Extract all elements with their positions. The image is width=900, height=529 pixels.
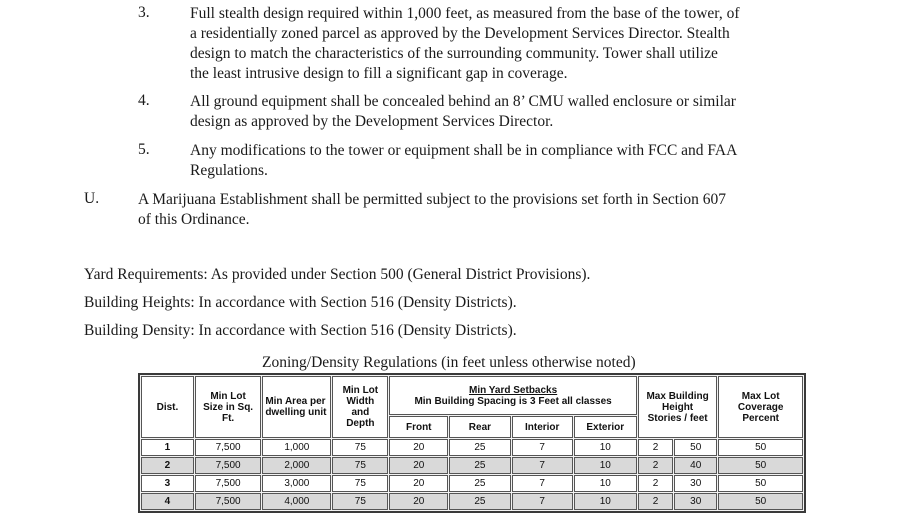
- header-line: Ft.: [221, 412, 235, 424]
- building-heights-paragraph: Building Heights: In accordance with Section 516 (Density Districts).: [84, 294, 517, 311]
- cell-rear: 25: [449, 457, 511, 474]
- header-min-area: [262, 376, 331, 438]
- cell-area: 3,000: [262, 475, 331, 492]
- cell-width: 75: [332, 493, 388, 510]
- text-line: design as approved by the Development Services Director.: [190, 113, 554, 130]
- header-line: Min Lot: [210, 390, 246, 402]
- table-row: [141, 439, 803, 456]
- header-line: Min Area per: [265, 396, 326, 407]
- text-line: of this Ordinance.: [138, 211, 250, 228]
- cell-exterior: 10: [574, 493, 637, 510]
- header-line: Depth: [346, 418, 375, 429]
- cell-interior: 7: [512, 475, 573, 492]
- cell-feet: 30: [674, 493, 717, 510]
- cell-exterior: 10: [574, 439, 637, 456]
- cell-stories: 2: [638, 493, 673, 510]
- header-line: Max Lot: [741, 390, 780, 402]
- cell-interior: 7: [512, 493, 573, 510]
- cell-lot-size: 7,500: [195, 457, 261, 474]
- header-min-lot-width: [332, 376, 388, 438]
- cell-width: 75: [332, 475, 388, 492]
- cell-area: 4,000: [262, 493, 331, 510]
- text-line: a residentially zoned parcel as approved by the Development Services Director. Stealth: [190, 25, 730, 42]
- cell-front: 20: [389, 493, 448, 510]
- header-front: Front: [389, 416, 448, 438]
- cell-interior: 7: [512, 457, 573, 474]
- cell-feet: 30: [674, 475, 717, 492]
- cell-rear: 25: [449, 439, 511, 456]
- list-item-text: [190, 141, 737, 181]
- list-number: 3.: [138, 4, 150, 21]
- cell-front: 20: [389, 475, 448, 492]
- header-line: dwelling unit: [265, 407, 327, 418]
- cell-coverage: 50: [718, 439, 803, 456]
- cell-coverage: 50: [718, 475, 803, 492]
- section-text: [138, 190, 726, 230]
- header-dist: Dist.: [141, 376, 194, 438]
- table-row: [141, 457, 803, 474]
- cell-stories: 2: [638, 457, 673, 474]
- building-density-paragraph: Building Density: In accordance with Section 516 (Density Districts).: [84, 322, 517, 339]
- cell-interior: 7: [512, 439, 573, 456]
- cell-rear: 25: [449, 475, 511, 492]
- cell-feet: 50: [674, 439, 717, 456]
- list-item-text: [190, 4, 739, 84]
- header-line: Height: [662, 401, 694, 413]
- header-line: and: [351, 407, 370, 418]
- header-min-lot-size: [195, 376, 261, 438]
- header-line: Percent: [742, 412, 780, 424]
- cell-dist: 1: [141, 439, 194, 456]
- setbacks-title: Min Yard Setbacks: [468, 384, 558, 396]
- cell-lot-size: 7,500: [195, 493, 261, 510]
- list-number: 5.: [138, 141, 150, 158]
- cell-rear: 25: [449, 493, 511, 510]
- cell-dist: 2: [141, 457, 194, 474]
- text-line: the least intrusive design to fill a significant gap in coverage.: [190, 65, 568, 82]
- cell-front: 20: [389, 457, 448, 474]
- cell-dist: 4: [141, 493, 194, 510]
- header-line: Max Building: [646, 390, 709, 402]
- cell-lot-size: 7,500: [195, 439, 261, 456]
- yard-requirements-paragraph: Yard Requirements: As provided under Section 500 (General District Provisions).: [84, 266, 591, 283]
- section-letter: U.: [84, 190, 100, 207]
- table-row: [141, 475, 803, 492]
- header-interior: Interior: [512, 416, 573, 438]
- header-rear: Rear: [449, 416, 511, 438]
- cell-coverage: 50: [718, 457, 803, 474]
- cell-area: 1,000: [262, 439, 331, 456]
- table-caption: Zoning/Density Regulations (in feet unless otherwise noted): [262, 354, 636, 371]
- table-row: [141, 493, 803, 510]
- cell-coverage: 50: [718, 493, 803, 510]
- cell-area: 2,000: [262, 457, 331, 474]
- text-line: All ground equipment shall be concealed behind an 8’ CMU walled enclosure or similar: [190, 93, 736, 110]
- cell-dist: 3: [141, 475, 194, 492]
- cell-width: 75: [332, 439, 388, 456]
- text-line: Full stealth design required within 1,000 feet, as measured from the base of the tower, of: [190, 5, 740, 22]
- header-line: Coverage: [737, 401, 784, 413]
- text-line: design to match the characteristics of the surrounding community. Tower shall utilize: [190, 45, 718, 62]
- header-line: Width: [346, 396, 375, 407]
- cell-front: 20: [389, 439, 448, 456]
- cell-stories: 2: [638, 475, 673, 492]
- header-max-height: [638, 376, 718, 438]
- header-setbacks: [389, 376, 636, 415]
- cell-stories: 2: [638, 439, 673, 456]
- list-number: 4.: [138, 92, 150, 109]
- cell-exterior: 10: [574, 457, 637, 474]
- header-line: Size in Sq.: [203, 401, 254, 413]
- text-line: Regulations.: [190, 162, 268, 179]
- setbacks-subtitle: Min Building Spacing is 3 Feet all classes: [414, 395, 612, 407]
- header-line: Min Lot: [342, 385, 379, 396]
- header-exterior: Exterior: [574, 416, 637, 438]
- header-max-coverage: [718, 376, 803, 438]
- cell-exterior: 10: [574, 475, 637, 492]
- cell-feet: 40: [674, 457, 717, 474]
- zoning-density-table: [138, 373, 806, 513]
- list-item-text: [190, 92, 736, 132]
- cell-width: 75: [332, 457, 388, 474]
- header-line: Stories / feet: [647, 412, 708, 424]
- cell-lot-size: 7,500: [195, 475, 261, 492]
- text-line: A Marijuana Establishment shall be permitted subject to the provisions set forth in Section 607: [138, 191, 727, 208]
- text-line: Any modifications to the tower or equipment shall be in compliance with FCC and FAA: [190, 142, 738, 159]
